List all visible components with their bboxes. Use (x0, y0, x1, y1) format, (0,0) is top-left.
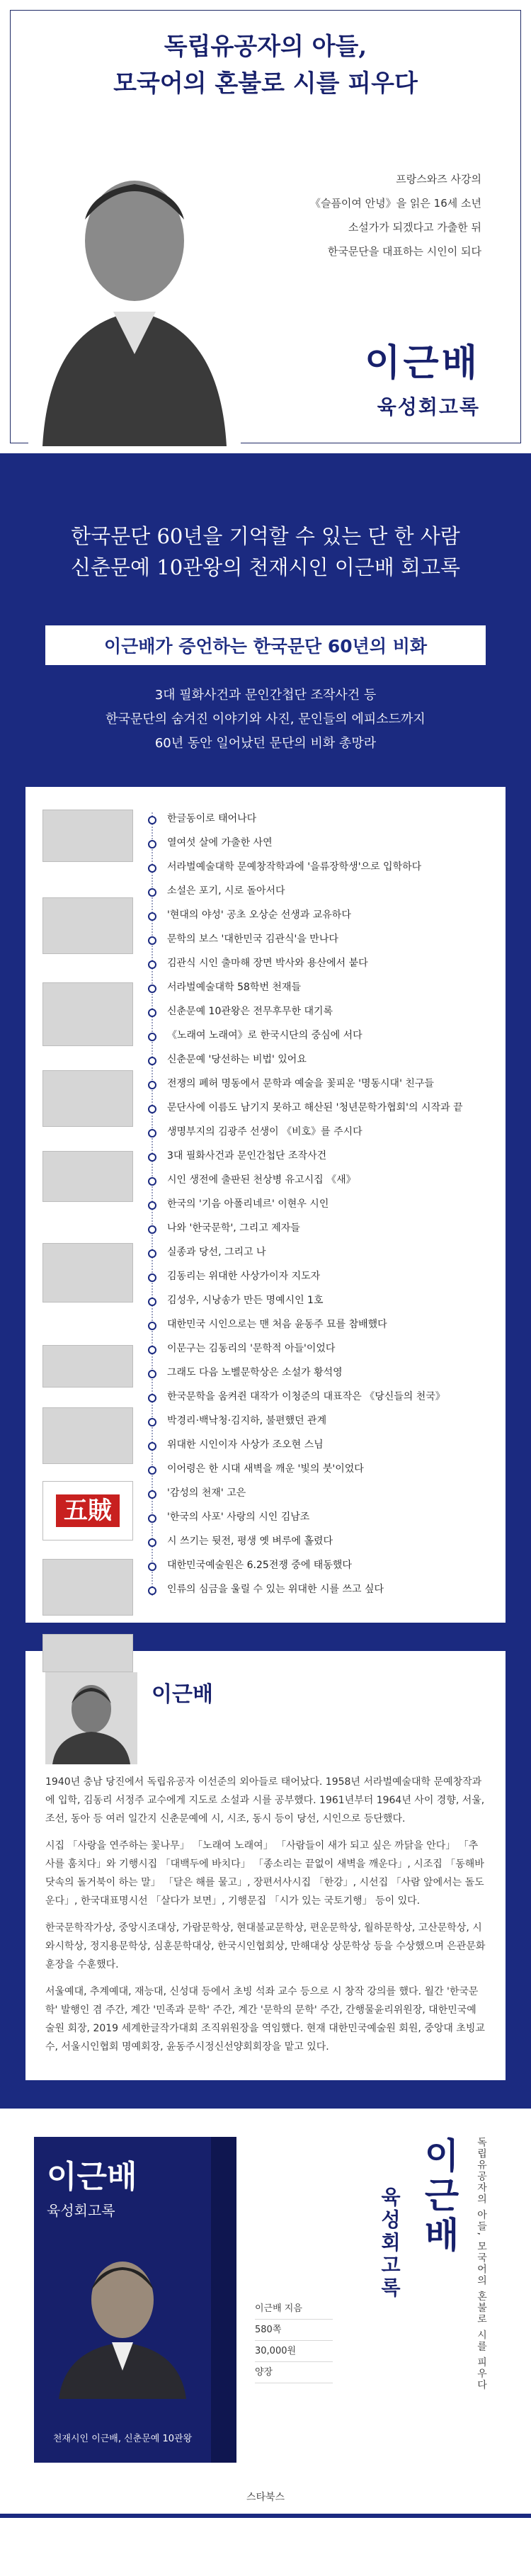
toc-item: 김동리는 위대한 사상가이자 지도자 (152, 1264, 489, 1288)
toc-item: 전쟁의 폐허 명동에서 문학과 예술을 꽃피운 '명동시대' 친구들 (152, 1072, 489, 1096)
toc-item: 열여섯 살에 가출한 사연 (152, 831, 489, 855)
book-cover (34, 2137, 211, 2463)
hero-title (0, 28, 531, 102)
book-vertical-name: 이근배 (418, 2137, 460, 2256)
author-panel (25, 1651, 506, 2080)
toc-item: 실종과 당선, 그리고 나 (152, 1240, 489, 1264)
toc-photo (42, 1070, 133, 1127)
toc-panel (25, 787, 506, 1623)
toc-item: 나와 '한국문학', 그리고 제자들 (152, 1216, 489, 1240)
toc-item: 박경리·백낙청·김지하, 불편했던 관계 (152, 1409, 489, 1433)
toc-item: 문단사에 이름도 남기지 못하고 해산된 '청년문학가협회'의 시작과 끝 (152, 1096, 489, 1120)
author-bio-paragraph: 시집 「사랑을 연주하는 꽃나무」 「노래여 노래여」 「사람들이 새가 되고 싶은 까닭을 안다」 「추사를 훔치다」와 기행시집 「대백두에 바치다」 「종소리는 끝없이 새벽을 깨운다」, 시조집 「동해바닷속의 돌거북이 하는 말」 「달은 해를 물고」, 장편서사시집 「한강」, 시선집 「사람 앞에서는 돌도 운다」, 한국대표명시선 「살다가 보면」, 기행문집 「시가 있는 국토기행」 등이 있다. (45, 1840, 484, 1907)
book-meta-pages: 580쪽 (255, 2320, 333, 2341)
author-header (45, 1672, 486, 1764)
intro-section (0, 453, 531, 2109)
hero-book-subtitle: 육성회고록 (377, 395, 480, 419)
hero-title-line: 독립유공자의 아들, (164, 33, 367, 61)
toc-item: 김관식 시인 출마해 장면 박사와 용산에서 붙다 (152, 951, 489, 975)
book-cover-title: 이근배 (47, 2159, 137, 2195)
toc-photo-column (42, 807, 139, 1601)
author-bio-paragraph: 한국문학작가상, 중앙시조대상, 가람문학상, 현대불교문학상, 편운문학상, 월하문학상, 고산문학상, 시와시학상, 정지용문학상, 심훈문학대상, 한국시인협회상, 만해대상 상문학상 등을 수상했으며 은관문화훈장을 수훈했다. (45, 1922, 486, 1970)
toc-photo (42, 982, 133, 1046)
toc-item: 그래도 다음 노벨문학상은 소설가 황석영 (152, 1361, 489, 1385)
toc-item: 위대한 시인이자 사상가 조오현 스님 (152, 1433, 489, 1457)
toc-item: 한국의 '기음 아폴리네르' 이현우 시인 (152, 1192, 489, 1216)
hero-tagline-line: 한국문단을 대표하는 시인이 되다 (327, 245, 481, 258)
book-cover-caption: 천재시인 이근배, 신춘문예 10관왕 (52, 2434, 193, 2444)
toc-item: 소설은 포기, 시로 돌아서다 (152, 879, 489, 903)
book-cover-portrait (55, 2243, 190, 2399)
book-spine (211, 2137, 236, 2463)
toc-item: 3대 필화사건과 문인간첩단 조작사건 (152, 1144, 489, 1168)
intro-headline (0, 521, 531, 583)
author-portrait-image (28, 142, 241, 446)
toc-photo (42, 1634, 133, 1672)
bottom-rule (0, 2514, 531, 2518)
toc-photo (42, 1151, 133, 1202)
hero-tagline-line: 소설가가 되겠다고 가출한 뒤 (348, 221, 481, 234)
intro-desc-line: 3대 필화사건과 문인간첩단 조작사건 등 (154, 688, 377, 703)
hero-tagline (269, 167, 481, 263)
intro-desc-line: 한국문단의 숨겨진 이야기와 사진, 문인들의 에피소드까지 (105, 712, 426, 727)
toc-item: 이문구는 김동리의 '문학적 아들'이었다 (152, 1337, 489, 1361)
toc-item: 문학의 보스 '대한민국 김관식'을 만나다 (152, 927, 489, 951)
toc-row (42, 807, 489, 1601)
intro-headline-line: 한국문단 60년을 기억할 수 있는 단 한 사람 (71, 524, 460, 548)
book-meta (255, 2298, 333, 2383)
hero-author-name: 이근배 (365, 341, 480, 385)
toc-item: 김성우, 시낭송가 만든 명예시인 1호 (152, 1288, 489, 1312)
book-section (0, 2109, 531, 2518)
toc-item: 한글동이로 태어나다 (152, 807, 489, 831)
toc-item: 서라벌예술대학 58학번 천재들 (152, 975, 489, 999)
hero-tagline-line: 프랑스와즈 사강의 (396, 173, 481, 186)
book-vertical-title (375, 2137, 489, 2391)
book-meta-price: 30,000원 (255, 2341, 333, 2362)
toc-item: 《노래여 노래여》로 한국시단의 중심에 서다 (152, 1023, 489, 1048)
toc-item: '현대의 야성' 공초 오상순 선생과 교유하다 (152, 903, 489, 927)
hero-section (0, 0, 531, 453)
toc-item: 한국문학을 움켜쥔 대작가 이청준의 대표작은 《당신들의 천국》 (152, 1385, 489, 1409)
toc-item: 시 쓰기는 뒷전, 평생 옛 벼루에 홀렸다 (152, 1529, 489, 1553)
author-photo (45, 1672, 137, 1764)
book-meta-binding: 양장 (255, 2362, 333, 2383)
hero-title-line: 모국어의 혼불로 시를 피우다 (113, 69, 418, 98)
book-vertical-subtitle: 육성회고록 (378, 2186, 401, 2300)
toc-photo (42, 810, 133, 862)
author-bio-paragraph: 서울예대, 추계예대, 재능대, 신성대 등에서 초빙 석좌 교수 등으로 시 창작 강의를 했다. 월간 '한국문학' 발행인 겸 주간, 계간 '민족과 문학' 주간, 계간 '문학의 문학' 주간, 간행물윤리위원장, 대한민국예술원 회장, 2019 세계한글작가대회 조직위원장을 역임했다. 현재 대한민국예술원 회원, 중앙대 초빙교수, 서울시인협회 명예회장, 윤동주시정신선양회회장을 맡고 있다. (45, 1986, 485, 2053)
toc-item: '감성의 천재' 고은 (152, 1481, 489, 1505)
toc-photo (42, 1345, 133, 1388)
hero-name-box (365, 333, 480, 420)
toc-photo-five-thieves: 五賊 (42, 1481, 133, 1541)
toc-list (139, 807, 489, 1601)
toc-photo (42, 1407, 133, 1464)
toc-items (152, 807, 489, 1601)
publisher-name: 스타북스 (246, 2492, 285, 2503)
intro-headline-line: 신춘문예 10관왕의 천재시인 이근배 회고록 (70, 555, 460, 579)
toc-photo (42, 1243, 133, 1303)
toc-item: 대한민국예술원은 6.25전쟁 중에 태동했다 (152, 1553, 489, 1577)
intro-description (0, 683, 531, 756)
toc-item: 신춘문예 10관왕은 전무후무한 대기록 (152, 999, 489, 1023)
toc-item: 시인 생전에 출판된 천상병 유고시집 《새》 (152, 1168, 489, 1192)
toc-item: 생명부지의 김광주 선생이 《비호》를 주시다 (152, 1120, 489, 1144)
toc-item: '한국의 사포' 사랑의 시인 김남조 (152, 1505, 489, 1529)
toc-item: 이어령은 한 시대 새벽을 깨운 '빛의 붓'이었다 (152, 1457, 489, 1481)
book-cover-subtitle: 육성회고록 (47, 2202, 115, 2219)
toc-item: 인류의 심금을 울릴 수 있는 위대한 시를 쓰고 싶다 (152, 1577, 489, 1601)
book-cover-text (47, 2151, 198, 2220)
book-meta-author: 이근배 지음 (255, 2298, 333, 2320)
toc-photo (42, 1559, 133, 1616)
book-vertical-tag: 독립유공자의 아들, 모국어의 혼불로 시를 피우다 (476, 2137, 487, 2391)
intro-band: 이근배가 증언하는 한국문단 60년의 비화 (45, 625, 486, 665)
toc-item: 대한민국 시인으로는 맨 처음 윤동주 묘를 참배했다 (152, 1312, 489, 1337)
author-bio-paragraph: 1940년 충남 당진에서 독립유공자 이선준의 외아들로 태어났다. 1958년 서라벌예술대학 문예창작과에 입학, 김동리 서정주 교수에게 지도로 소설과 시를 공부했다. 1961년부터 1964년 사이 경향, 서울, 조선, 동아 등 여러 일간지 신춘문예에 시, 시조, 동시 등이 당선, 시인으로 등단했다. (45, 1776, 485, 1825)
toc-item: 신춘문예 '당선하는 비법' 있어요 (152, 1048, 489, 1072)
toc-item: 서라벌예술대학 문예창작학과에 '을류장학생'으로 입학하다 (152, 855, 489, 879)
intro-desc-line: 60년 동안 일어났던 문단의 비화 총망라 (154, 736, 377, 751)
toc-photo (42, 897, 133, 954)
hero-tagline-line: 《슬픔이여 안녕》을 읽은 16세 소년 (309, 197, 481, 210)
author-name: 이근배 (152, 1682, 213, 1707)
